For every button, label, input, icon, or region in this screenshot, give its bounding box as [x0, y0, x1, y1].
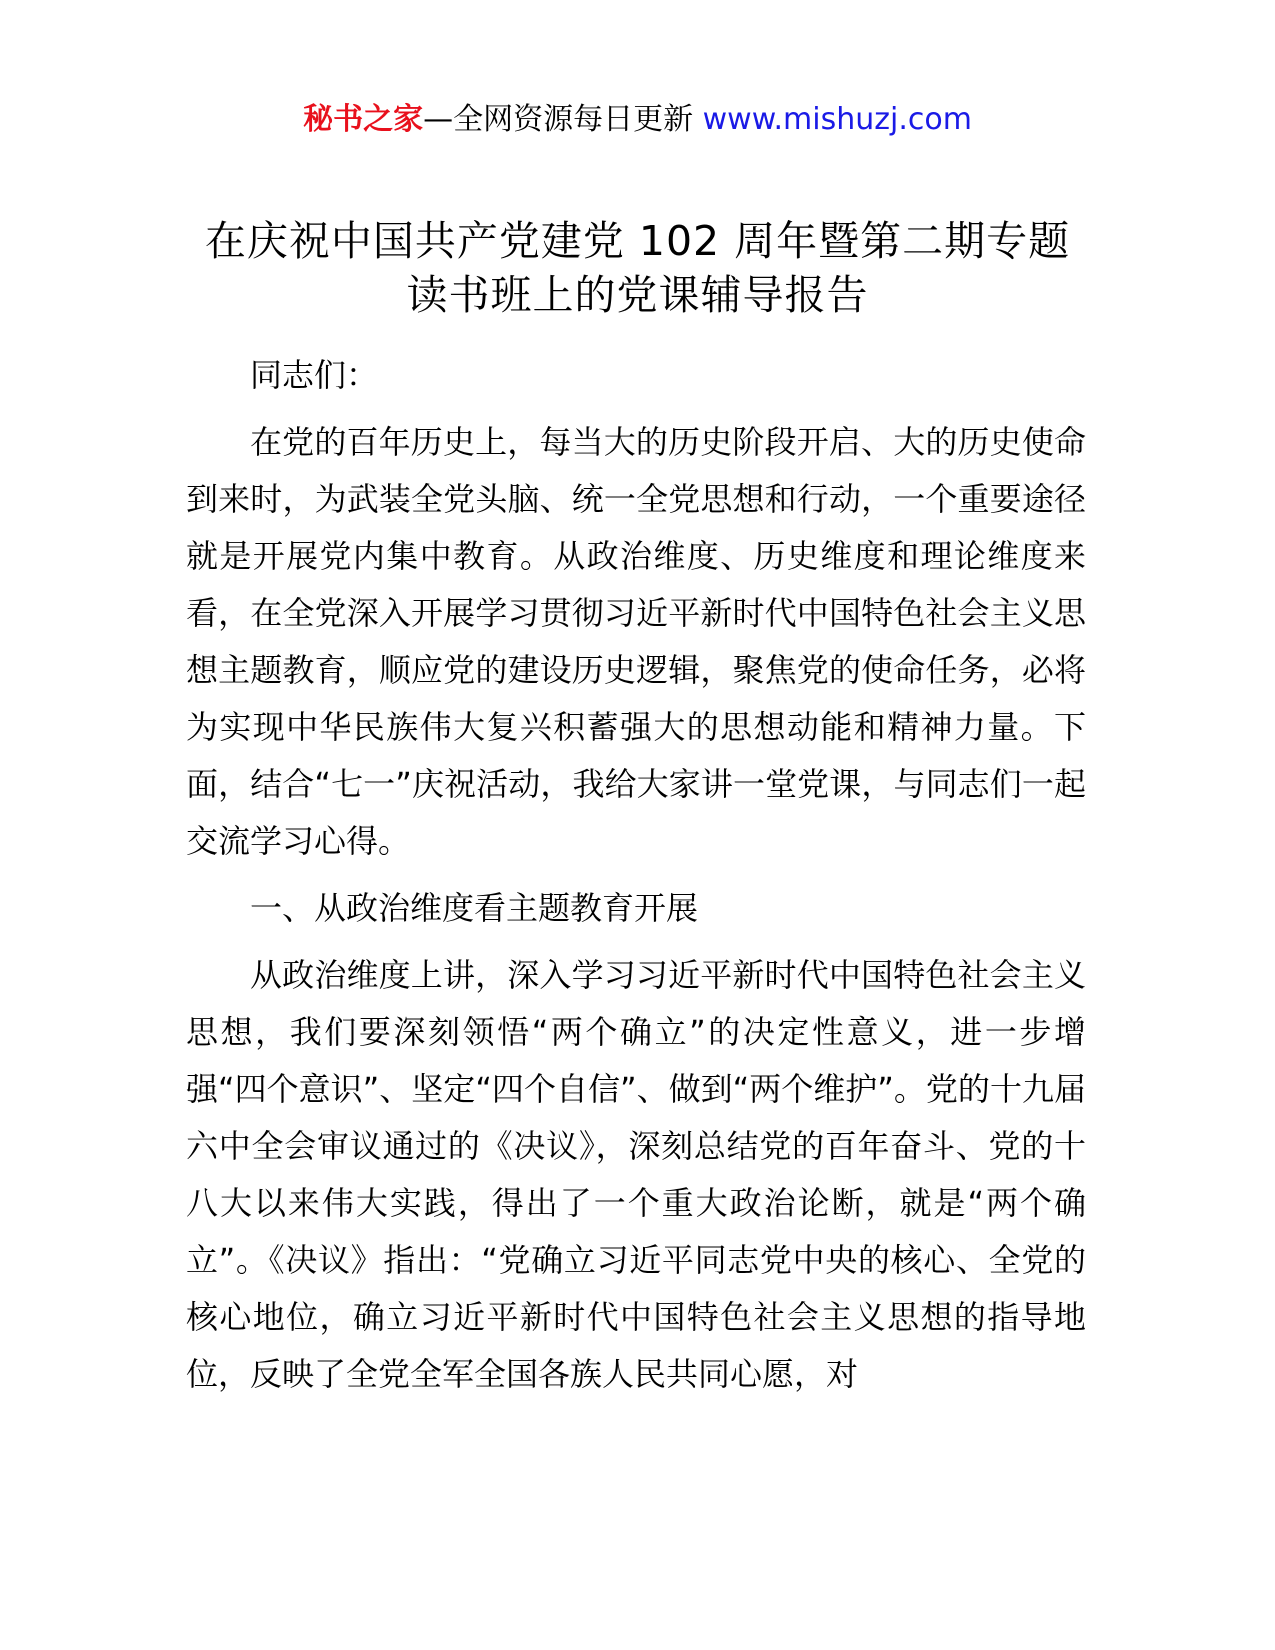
site-brand: 秘书之家: [303, 102, 424, 137]
salutation: 同志们：: [250, 356, 379, 394]
document-title-line-1: 在庆祝中国共产党建党 102 周年暨第二期专题: [204, 217, 1071, 265]
paragraph-political-dimension: 从政治维度上讲，深入学习习近平新时代中国特色社会主义思想，我们要深刻领悟“两个确立”的决定性意义，进一步增强“四个意识”、坚定“四个自信”、做到“两个维护”。党的十九届六中全会审议通过的《决议》，深刻总结党的百年奋斗、党的十八大以来伟大实践，得出了一个重大政治论断，就是“两个确立”。《决议》指出：“党确立习近平同志党中央的核心、全党的核心地位，确立习近平新时代中国特色社会主义思想的指导地位，反映了全党全军全国各族人民共同心愿，对: [186, 956, 1086, 1393]
section-heading-1: 一、从政治维度看主题教育开展: [250, 889, 699, 927]
document-body: [186, 347, 1086, 1413]
document-title: [140, 214, 1135, 322]
paragraph-intro: 在党的百年历史上，每当大的历史阶段开启、大的历史使命到来时，为武装全党头脑、统一全党思想和行动，一个重要途径就是开展党内集中教育。从政治维度、历史维度和理论维度来看，在全党深入开展学习贯彻习近平新时代中国特色社会主义思想主题教育，顺应党的建设历史逻辑，聚焦党的使命任务，必将为实现中华民族伟大复兴积蓄强大的思想动能和精神力量。下面，结合“七一”庆祝活动，我给大家讲一堂党课，与同志们一起交流学习心得。: [186, 423, 1086, 860]
site-header: [0, 100, 1275, 140]
site-tagline: —全网资源每日更新: [423, 102, 703, 137]
document-title-line-2: 读书班上的党课辅导报告: [406, 271, 869, 319]
site-url-link[interactable]: www.mishuzj.com: [702, 102, 972, 137]
